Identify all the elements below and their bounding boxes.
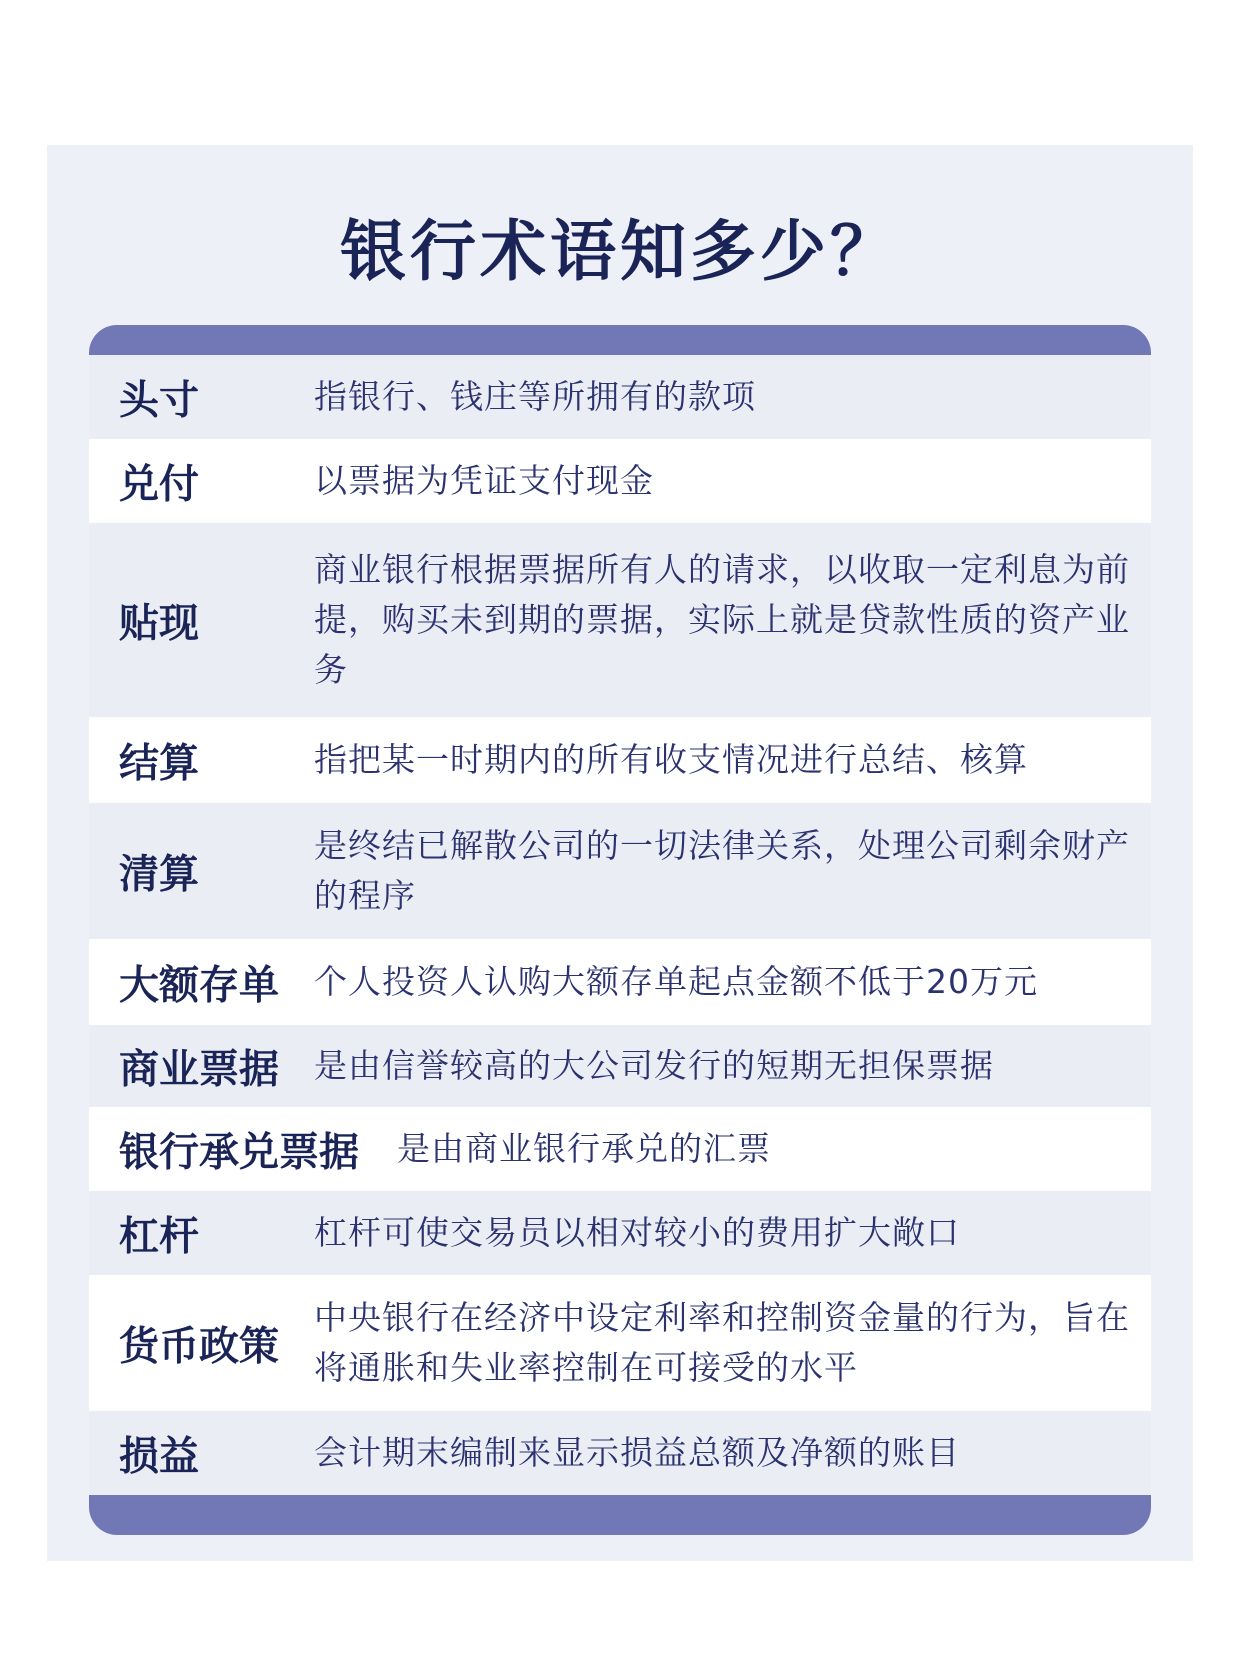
table-row <box>89 1411 1151 1495</box>
term-label: 货币政策 <box>119 1323 279 1370</box>
term-label: 大额存单 <box>119 962 279 1009</box>
table-row <box>89 355 1151 439</box>
table-row <box>89 1025 1151 1107</box>
term-label: 商业票据 <box>119 1046 279 1093</box>
page-title: 银行术语知多少？ <box>340 213 900 290</box>
table-row <box>89 1275 1151 1411</box>
table-row <box>89 803 1151 939</box>
term-definition: 会计期末编制来显示损益总额及净额的账目 <box>314 1433 960 1472</box>
term-definition: 个人投资人认购大额存单起点金额不低于20万元 <box>314 962 1038 1001</box>
content-panel <box>47 145 1193 1561</box>
term-label: 损益 <box>119 1433 199 1480</box>
table-row <box>89 1107 1151 1191</box>
table-row <box>89 523 1151 717</box>
term-definition: 指银行、钱庄等所拥有的款项 <box>314 377 756 416</box>
term-label: 贴现 <box>119 600 199 647</box>
term-definition: 是终结已解散公司的一切法律关系，处理公司剩余财产的程序 <box>314 826 1130 915</box>
table-row <box>89 1191 1151 1275</box>
term-definition: 指把某一时期内的所有收支情况进行总结、核算 <box>314 740 1028 779</box>
term-definition: 商业银行根据票据所有人的请求，以收取一定利息为前提，购买未到期的票据，实际上就是贷款性质的资产业务 <box>314 550 1130 689</box>
terms-rows <box>89 355 1151 1495</box>
term-definition: 是由信誉较高的大公司发行的短期无担保票据 <box>314 1046 994 1085</box>
term-definition: 中央银行在经济中设定利率和控制资金量的行为，旨在将通胀和失业率控制在可接受的水平 <box>314 1298 1130 1387</box>
term-label: 头寸 <box>119 377 199 424</box>
term-label: 兑付 <box>119 461 199 508</box>
term-label: 银行承兑票据 <box>119 1129 359 1176</box>
term-label: 杠杆 <box>119 1213 199 1260</box>
table-row <box>89 439 1151 523</box>
terms-table <box>89 325 1151 1535</box>
term-definition: 是由商业银行承兑的汇票 <box>397 1129 771 1168</box>
table-row <box>89 939 1151 1025</box>
term-definition: 杠杆可使交易员以相对较小的费用扩大敞口 <box>314 1213 960 1252</box>
table-row <box>89 717 1151 803</box>
term-definition: 以票据为凭证支付现金 <box>314 461 654 500</box>
term-label: 结算 <box>119 740 199 787</box>
term-label: 清算 <box>119 851 199 898</box>
